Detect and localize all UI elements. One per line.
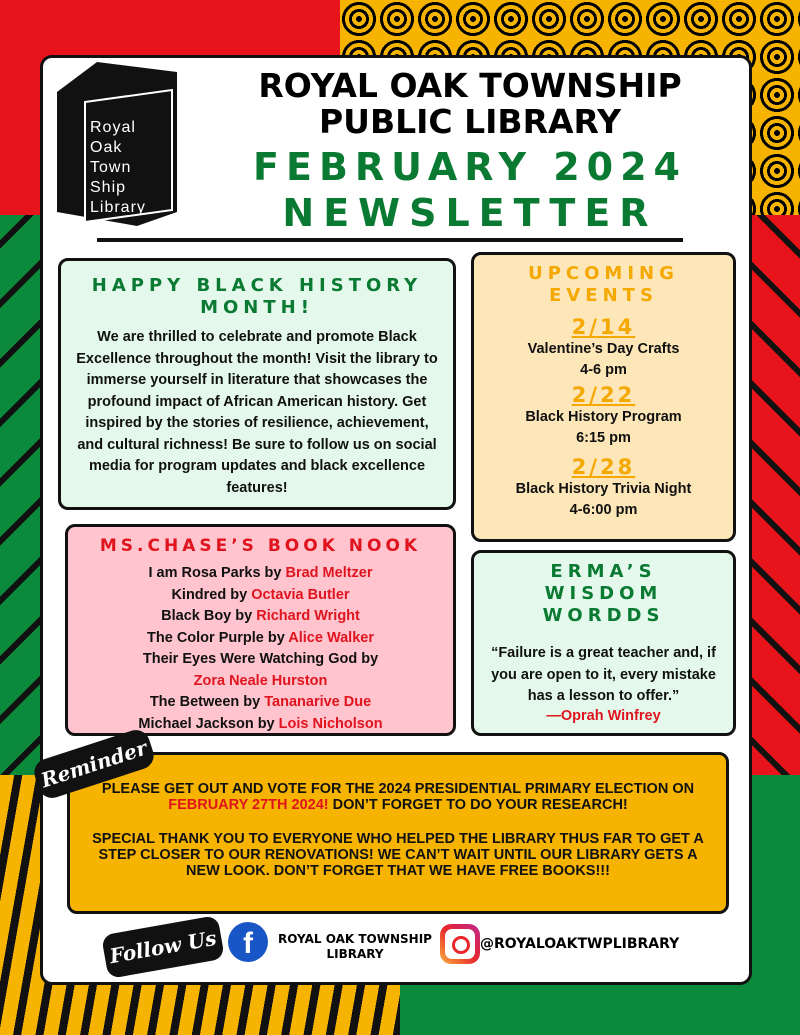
election-date: FEBRUARY 27TH 2024! [168,797,329,813]
reminder-text: PLEASE GET OUT AND VOTE FOR THE 2024 PRESIDENTIAL PRIMARY ELECTION ON [101,781,695,797]
thank-you-note: SPECIAL THANK YOU TO EVERYONE WHO HELPED THE LIBRARY THUS FAR TO GET A STEP CLOSER TO OUR RENOVATIONS! WE CAN’T WAIT UNTIL OUR LIBRARY GETS A NEW LOOK. DON’T FORGET THAT WE HAVE FREE BOOKS!!! [92,831,704,879]
logo-line: Town [90,159,132,176]
book-title: Black Boy by [161,608,257,624]
book-item [72,649,449,692]
event-time: 4-6 pm [580,362,627,378]
book-title: The Between by [149,694,265,710]
event-name: Valentine’s Day Crafts [527,341,680,357]
logo-line: Oak [90,139,123,156]
book-item [72,563,449,585]
event-item [480,455,727,521]
logo-line: Library [90,199,146,216]
book-author: Tananarive Due [264,694,372,710]
event-date: 2/28 [571,455,636,479]
logo-line: Royal [90,119,136,136]
book-item [72,606,449,628]
vote-reminder [90,781,706,813]
book-author: Octavia Butler [251,586,350,603]
header-divider [97,238,683,242]
reminder-badge: Reminder [31,726,157,801]
facebook-page-name[interactable]: ROYAL OAK TOWNSHIP LIBRARY [278,932,432,961]
follow-us-badge: Follow Us [101,915,225,979]
book-author: Alice Walker [288,629,374,646]
event-time: 6:15 pm [576,430,631,446]
event-date: 2/14 [571,315,636,339]
book-item [72,585,449,607]
section-heading: ERMA’S WISDOM WORDDS [542,561,665,626]
logo-line: Ship [90,179,127,196]
book-title: Michael Jackson by [138,715,279,732]
event-item [480,315,727,381]
newsletter-title: NEWSLETTER [282,191,658,235]
book-nook-box [65,524,456,736]
facebook-icon[interactable]: f [228,922,268,962]
book-author: Lois Nicholson [278,715,383,732]
section-heading: UPCOMING EVENTS [528,263,679,306]
reminder-text: DON’T FORGET TO DO YOUR RESEARCH! [328,797,628,813]
section-body: We are thrilled to celebrate and promote Black Excellence throughout the month! Visit the library to immerse yourself in literature that showcases the profound impact of African American history. Get inspired by the stories of resilience, achievement, and cultural richness! Be sure to follow us on social media for program updates and black excellence features! [76,329,438,496]
black-history-box [58,258,456,510]
book-item [72,692,449,714]
book-author: Richard Wright [256,608,360,624]
library-name: ROYAL OAK TOWNSHIP [258,66,682,105]
section-heading: HAPPY BLACK HISTORY MONTH! [91,275,423,318]
instagram-icon[interactable] [440,924,480,964]
logo-text [90,118,160,218]
library-name-line2: PUBLIC LIBRARY [318,102,622,141]
wisdom-words-box [471,550,736,736]
newsletter-date: FEBRUARY 2024 [253,145,687,189]
book-title: Their Eyes Were Watching God by [142,651,379,667]
event-time: 4-6:00 pm [569,502,638,518]
event-name: Black History Trivia Night [515,481,692,497]
quote-attribution: —Oprah Winfrey [546,707,661,724]
book-title: The Color Purple by [147,629,289,646]
upcoming-events-box [471,252,736,542]
book-title: Kindred by [171,586,252,603]
book-item [72,628,449,650]
book-title: I am Rosa Parks by [148,565,286,581]
instagram-handle[interactable]: @ROYALOAKTWPLIBRARY [480,936,680,952]
book-author: Zora Neale Hurston [193,672,328,689]
event-item [480,383,727,449]
section-heading: MS.CHASE’S BOOK NOOK [99,536,422,556]
reminder-box [67,752,729,914]
event-date: 2/22 [571,383,636,407]
book-author: Brad Meltzer [285,565,373,581]
quote-text: “Failure is a great teacher and, if you are open to it, every mistake has a lesson to offer.” [491,645,716,704]
event-name: Black History Program [525,409,682,425]
